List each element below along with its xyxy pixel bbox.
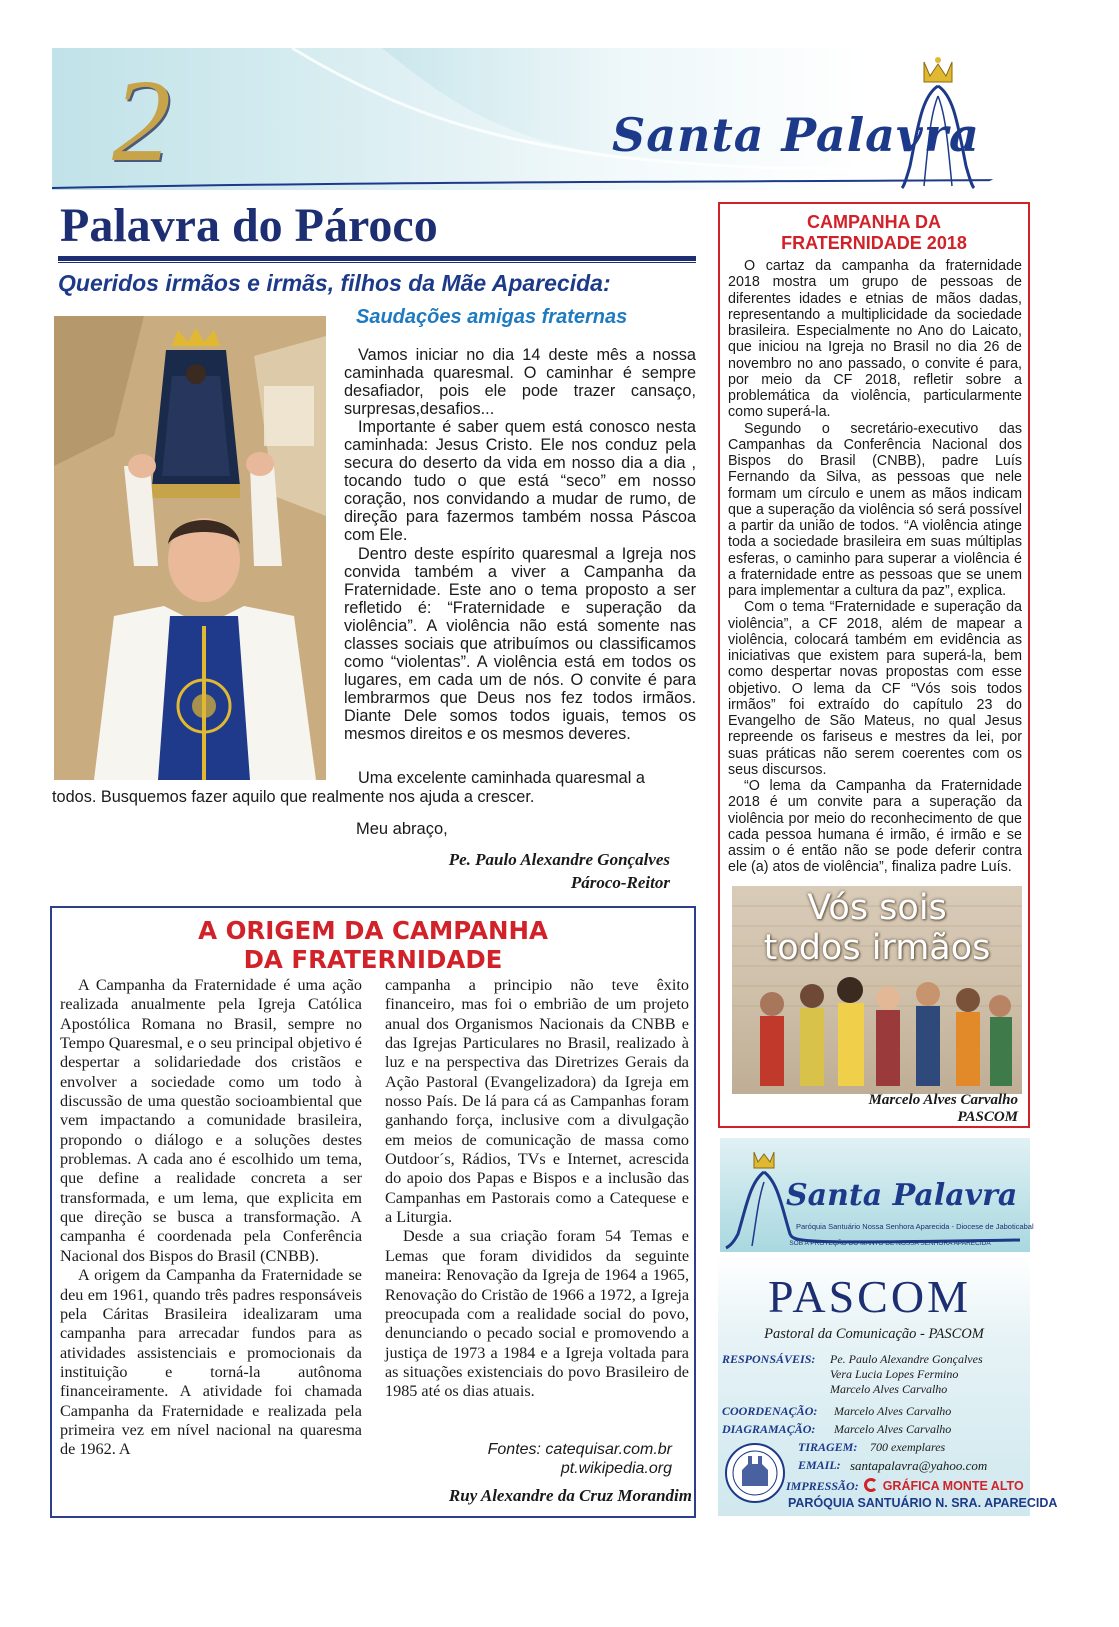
printer-logo-icon — [864, 1478, 878, 1492]
origin-title-line: A ORIGEM DA CAMPANHA — [198, 916, 548, 945]
printer-name: GRÁFICA MONTE ALTO — [882, 1479, 1024, 1493]
signature-role: Pároco-Reitor — [570, 873, 670, 892]
origin-paragraph: A Campanha da Fraternidade é uma ação realizada anualmente pela Igreja Católica Apostólica Romana no Brasil, sempre no Tempo Quaresmal, e o seu principal objetivo é despertar a solidariedade dos cristãos e envolver a sociedade como um todo à discussão de uma questão socioambiental que vem impactando a comunidade brasileira, propondo o diálogo e a soluções destes problemas. A cada ano é escolhido um tema, que define a realidade concreta a ser transformada, e um lema, que explicita em que direção se busca a transformação. A campanha é coordenada pela Conferência Nacional dos Bispos do Brasil (CNBB). — [60, 976, 362, 1265]
credit-label: TIRAGEM: — [798, 1440, 858, 1454]
page-number: 2 — [112, 55, 171, 186]
origin-title — [52, 916, 694, 974]
letter-paragraph: Dentro deste espírito quaresmal a Igreja nos convida também a viver a Campanha da Fraternidade. Este ano o tema proposto a ser refletido é: “Fraternidade e superação da violência”. A violência não está somente nas classes sociais que atribuímos ou classificamos como “violentas”. A violência está em todos os lugares, em cada um de nós. O convite é para lembrarmos que Deus nos fez todos irmãos. Diante Dele somos todos iguais, temos os mesmos direitos e os mesmos deveres. — [344, 544, 696, 743]
pascom-logo: PASCOM — [768, 1271, 971, 1322]
origin-title-line: DA FRATERNIDADE — [243, 945, 503, 974]
title-divider-thin — [58, 262, 696, 263]
cf-title-line: FRATERNIDADE 2018 — [781, 233, 967, 253]
santa-palavra-subtitle: Paróquia Santuário Nossa Senhora Aparecida - Diocese de Jaboticabal — [796, 1222, 1034, 1231]
origin-column-1 — [60, 976, 362, 1460]
letter-closing: Meu abraço, — [356, 820, 448, 838]
credit-value: 700 exemplares — [870, 1440, 946, 1454]
letter-body — [344, 346, 696, 743]
poster-slogan-line: todos irmãos — [763, 928, 991, 968]
print-credit — [786, 1478, 1024, 1494]
parish-seal-icon — [724, 1442, 786, 1504]
letter-paragraph: Vamos iniciar no dia 14 deste mês a nossa caminhada quaresmal. O caminhar é sempre desafiador, pois ele pode trazer cansaço, surpresas,desafios... — [344, 346, 696, 419]
credit-label: EMAIL: — [798, 1458, 841, 1472]
cf-author-name: Marcelo Alves Carvalho — [868, 1092, 1018, 1108]
origin-paragraph: campanha a principio não teve êxito financeiro, mas foi o embrião de um projeto anual dos Organismos Nacionais da CNBB e das Igrejas Particulares no Brasil, realizado à luz e na perspectiva das Diretrizes Gerais da Ação Pastoral (Evangelizadora) da Igreja em nosso País. De lá para cá as Campanhas foram ganhando força, inclusive com a divulgação em meios de comunicação de massa como Outdoor´s, Rádios, TVs e Internet, acrescida do apoio dos Papas e Bispos e a inclusão das Campanhas em Pastorais como a Catequese e a Liturgia. — [385, 976, 689, 1227]
cf-body — [728, 258, 1022, 876]
credit-label: RESPONSÁVEIS: — [722, 1352, 816, 1366]
credit-email: santapalavra@yahoo.com — [850, 1458, 988, 1473]
source-line: Fontes: catequisar.com.br — [487, 1441, 672, 1458]
letter-final-paragraph — [52, 769, 696, 807]
signature-name: Pe. Paulo Alexandre Gonçalves — [448, 850, 670, 869]
credit-value: Marcelo Alves Carvalho — [834, 1404, 952, 1418]
cf-poster-image — [732, 886, 1022, 1094]
title-divider — [58, 256, 696, 261]
our-lady-logo-icon — [900, 56, 976, 192]
credit-value: Marcelo Alves Carvalho — [834, 1422, 952, 1436]
credit-value: Vera Lucia Lopes Fermino — [830, 1367, 959, 1381]
origin-author: Ruy Alexandre da Cruz Morandim — [448, 1486, 692, 1505]
article-subgreeting: Saudações amigas fraternas — [356, 306, 628, 328]
poster-slogan-line: Vós sois — [807, 888, 947, 928]
parish-name: PARÓQUIA SANTUÁRIO N. SRA. APARECIDA — [788, 1496, 1058, 1510]
credit-value: Pe. Paulo Alexandre Gonçalves — [830, 1352, 983, 1366]
letter-paragraph: Importante é saber quem está conosco nesta caminhada: Jesus Cristo. Ele nos conduz pela secura do deserto da vida em nosso dia a dia , tocando tudo o que está “seco” em nosso coração, nos convidando a mudar de rumo, de direção para fazermos também nossa Páscoa com Ele. — [344, 418, 696, 545]
cf-title-line: CAMPANHA DA — [807, 212, 941, 232]
source-line: pt.wikipedia.org — [560, 1460, 672, 1477]
cf-title — [720, 212, 1028, 254]
letter-final-line: todos. Busquemos fazer aquilo que realmente nos ajuda a crescer. — [52, 788, 535, 806]
cf-paragraph: Segundo o secretário-executivo das Campanhas da Conferência Nacional dos Bispos do Brasil (CNBB), padre Luís Fernando da Silva, as pessoas que nele formam um círculo e unem as mãos indicam que a superação da violência só será possível a partir da união de todos. “A violência atinge toda a sociedade brasileira em suas múltiplas esferas, o caminho para superar a violência é a fraternidade entre as pessoas que se unem para implementar a cultura da paz”, explica. — [728, 420, 1022, 599]
origin-sources — [472, 1440, 672, 1478]
cf-author-org: PASCOM — [957, 1109, 1018, 1125]
priest-photo — [54, 316, 326, 780]
origin-paragraph: Desde a sua criação foram 54 Temas e Lemas que foram divididos da seguinte maneira: Renovação da Igreja de 1964 a 1965, Renovação do Cristão de 1966 a 1972, a Igreja preocupada com a realidade social do povo, denunciando o pecado social e promovendo a justiça de 1973 a 1984 e a Igreja voltada para as situações existenciais do povo Brasileiro de 1985 até os dias atuais. — [385, 1227, 689, 1401]
cf-paragraph: Com o tema “Fraternidade e superação da violência”, a CF 2018, além de mapear a violência, colocará também em evidência as iniciativas que existem para superá-la, bem como despertar novas propostas com esse objetivo. O lema da CF “Vós sois todos irmãos” foi extraído do capítulo 23 do Evangelho de São Mateus, no qual Jesus repreende os fariseus e mestres da lei, por suas práticas não serem coerentes com os seus discursos. — [728, 599, 1022, 778]
poster-slogan — [732, 888, 1022, 968]
credit-label: DIAGRAMAÇÃO: — [722, 1422, 816, 1436]
letter-signature — [388, 848, 670, 894]
masthead-title: Santa Palavra — [612, 108, 980, 162]
cf-paragraph: O cartaz da campanha da fraternidade 2018 mostra um grupo de pessoas de diferentes idades e etnias de mãos dadas, representando a multiplicidade da sociedade brasileira. Especialmente no Ano do Laicato, que iniciou na Igreja no Brasil no dia 26 de novembro no ano passado, o convite é para, por meio da CF 2018, refletir sobre a problemática da violência, particularmente como superá-la. — [728, 258, 1022, 421]
santa-palavra-motto: SOB A PROTEÇÃO DO MANTO DE NOSSA SENHORA APARECIDA — [789, 1240, 991, 1247]
cf-2018-box — [718, 202, 1030, 1128]
santa-palavra-logo-panel — [720, 1138, 1034, 1252]
article-greeting: Queridos irmãos e irmãs, filhos da Mãe Aparecida: — [58, 270, 611, 296]
credit-value: Marcelo Alves Carvalho — [830, 1382, 948, 1396]
letter-final-line: Uma excelente caminhada quaresmal a — [358, 769, 645, 787]
pascom-subtitle: Pastoral da Comunicação - PASCOM — [764, 1326, 984, 1342]
credit-label: COORDENAÇÃO: — [722, 1404, 818, 1418]
pascom-credits-panel — [718, 1256, 1058, 1516]
section-title: Palavra do Pároco — [60, 199, 438, 252]
cf-author — [780, 1092, 1018, 1126]
origin-column-2 — [385, 976, 689, 1402]
cf-paragraph: “O lema da Campanha da Fraternidade 2018 é um convite para a superação da violência por meio do reconhecimento de que cada pessoa humana é irmão, é irmão e se assim o é então não se pode deferir contra ele (a) atos de violência”, finaliza padre Luís. — [728, 778, 1022, 876]
origin-paragraph: A origem da Campanha da Fraternidade se deu em 1961, quando três padres responsáveis pela Cáritas Brasileira idealizaram uma campanha para arrecadar fundos para as atividades assistenciais e promocionais da instituição e torná-la autônoma financeiramente. A atividade foi chamada Campanha da Fraternidade e realizada pela primeira vez em nível nacional na quaresma de 1962. A — [60, 1266, 362, 1459]
origin-article-box — [50, 906, 696, 1518]
santa-palavra-name: Santa Palavra — [786, 1178, 1018, 1213]
credit-label: IMPRESSÃO: — [786, 1479, 859, 1493]
